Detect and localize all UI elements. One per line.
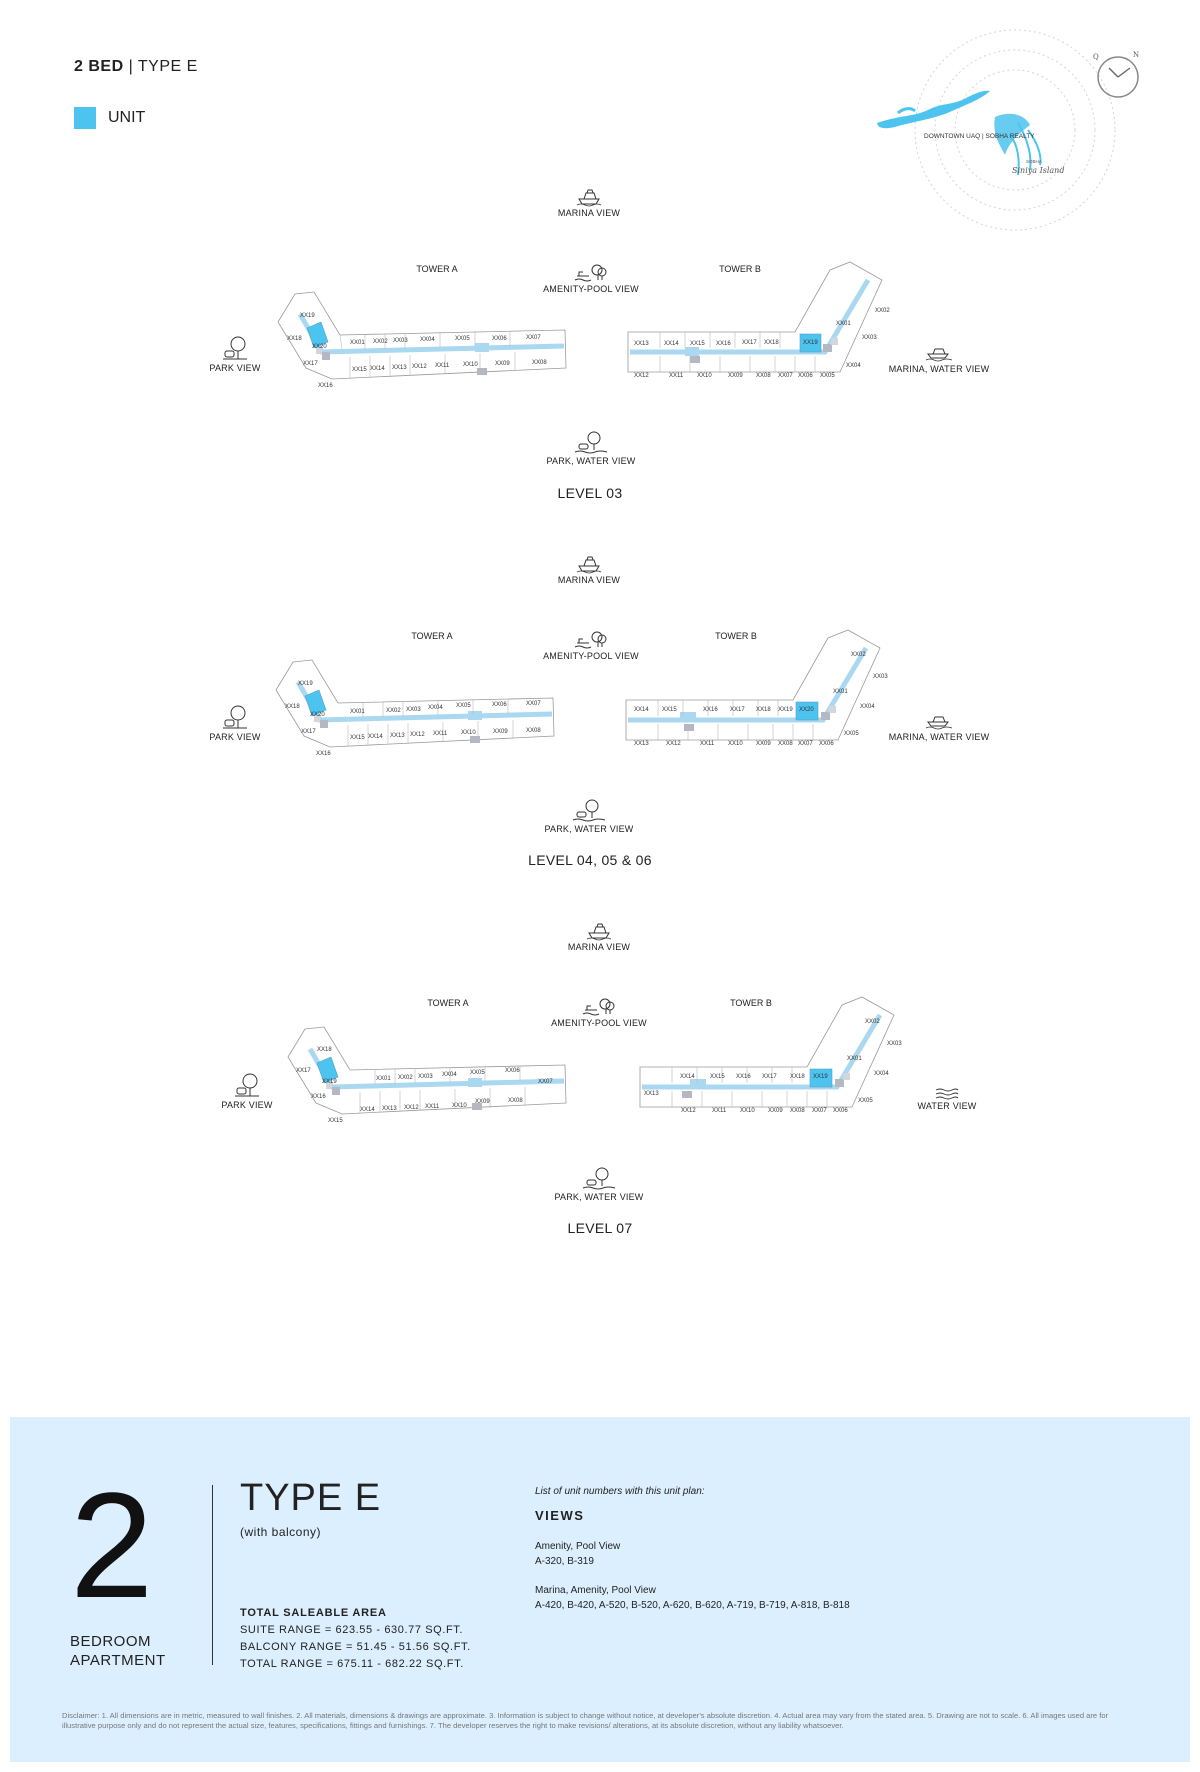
unit-label: XX06	[819, 741, 834, 747]
unit-label: XX18	[764, 340, 779, 346]
unit-label: XX07	[778, 373, 793, 379]
marina-view-text: MARINA VIEW	[557, 575, 621, 585]
bedroom-label-line2: APARTMENT	[70, 1652, 166, 1669]
unit-label: XX15	[710, 1074, 725, 1080]
unit-label: XX05	[820, 373, 835, 379]
unit-label: XX06	[798, 373, 813, 379]
unit-list-intro: List of unit numbers with this unit plan:	[535, 1486, 705, 1497]
compass-icon	[1095, 52, 1145, 102]
tower-b-label: TOWER B	[730, 998, 772, 1008]
tower-b-level-04-plan	[618, 628, 918, 758]
bedroom-label-line1: BEDROOM	[70, 1633, 152, 1650]
unit-label: XX15	[350, 735, 365, 741]
unit-label: XX18	[790, 1074, 805, 1080]
unit-label: XX18	[287, 336, 302, 342]
unit-label: XX02	[851, 652, 866, 658]
unit-label: XX06	[492, 702, 507, 708]
unit-label: XX09	[756, 741, 771, 747]
level-07-title: LEVEL 07	[567, 1220, 633, 1236]
legend	[74, 107, 145, 129]
unit-label: XX13	[634, 741, 649, 747]
tower-a-label: TOWER A	[411, 631, 453, 641]
compass	[1095, 52, 1145, 107]
unit-label: XX15	[690, 341, 705, 347]
unit-label: XX08	[508, 1098, 523, 1104]
unit-label: XX07	[538, 1079, 553, 1085]
park-water-view-text: PARK, WATER VIEW	[546, 456, 636, 466]
type-subtitle: (with balcony)	[240, 1525, 322, 1539]
unit-label: XX09	[493, 729, 508, 735]
pool-tree-icon	[574, 262, 608, 282]
unit-label: XX10	[697, 373, 712, 379]
level-03-title: LEVEL 03	[557, 485, 623, 501]
boat-icon	[586, 922, 612, 940]
unit-label: XX11	[433, 731, 448, 737]
unit-label: XX05	[456, 703, 471, 709]
water-icon	[935, 1087, 959, 1099]
park-water-view-text: PARK, WATER VIEW	[554, 1192, 644, 1202]
unit-label: XX19	[778, 707, 793, 713]
unit-label: XX12	[666, 741, 681, 747]
unit-label: XX03	[862, 335, 877, 341]
unit-label: XX04	[442, 1072, 457, 1078]
water-view-text: WATER VIEW	[917, 1101, 977, 1111]
unit-label: XX08	[778, 741, 793, 747]
unit-label: XX12	[410, 732, 425, 738]
tree-icon	[222, 704, 248, 730]
view-group-units: A-420, B-420, A-520, B-520, A-620, B-620, A-719, B-719, A-818, B-818	[535, 1600, 850, 1611]
unit-label: XX07	[812, 1108, 827, 1114]
boat-icon	[925, 344, 953, 362]
pool-tree-icon	[582, 996, 616, 1016]
view-group-label: Marina, Amenity, Pool View	[535, 1585, 656, 1596]
unit-label: XX10	[728, 741, 743, 747]
unit-label: XX11	[700, 741, 715, 747]
unit-label: XX08	[526, 728, 541, 734]
tower-a-label: TOWER A	[416, 264, 458, 274]
tree-icon	[222, 335, 248, 361]
unit-label: XX04	[428, 705, 443, 711]
balcony-range: BALCONY RANGE = 51.45 - 51.56 SQ.FT.	[240, 1641, 471, 1653]
unit-label: XX19	[300, 313, 315, 319]
marina-view-label	[519, 922, 679, 952]
unit-label: XX11	[435, 363, 450, 369]
unit-label: XX01	[376, 1076, 391, 1082]
unit-label: XX05	[470, 1070, 485, 1076]
marina-water-view-text: MARINA, WATER VIEW	[888, 732, 990, 742]
unit-label: XX13	[644, 1091, 659, 1097]
divider	[212, 1485, 213, 1665]
unit-label: XX03	[393, 338, 408, 344]
marina-view-label	[509, 555, 669, 585]
unit-label: XX17	[742, 340, 757, 346]
marina-view-text: MARINA VIEW	[557, 208, 621, 218]
unit-label: XX10	[452, 1103, 467, 1109]
marina-water-view-text: MARINA, WATER VIEW	[888, 364, 990, 374]
unit-label: XX19	[803, 340, 818, 346]
unit-label: XX18	[285, 704, 300, 710]
disclaimer: Disclaimer: 1. All dimensions are in metric, measured to wall finishes. 2. All materials, dimensions & drawings are approximate. 3. Information is subject to change without notice, at developer's absolute discretion. 4. Actual area may vary from the stated area. 5. Drawing are not to scale. 6. All images used are for illustrative purpose only and do not represent the actual size, features, specifications, fittings and furnishings. 7. The developer reserves the right to make revisions/ alterations, at its absolute discretion, without any liability whatsoever.	[62, 1711, 1109, 1730]
compass-q: Q	[1093, 53, 1099, 61]
unit-label: XX05	[455, 336, 470, 342]
unit-label: XX15	[328, 1118, 343, 1124]
map-caption: DOWNTOWN UAQ | SOBHA REALTY	[924, 133, 1035, 140]
unit-label: XX01	[350, 340, 365, 346]
unit-label: XX16	[703, 707, 718, 713]
tower-a-level-03-plan	[270, 290, 570, 410]
pool-tree-icon	[574, 629, 608, 649]
unit-label: XX12	[412, 364, 427, 370]
park-water-view-label	[511, 430, 671, 466]
unit-label: XX13	[392, 365, 407, 371]
unit-label: XX05	[858, 1098, 873, 1104]
unit-label: XX04	[874, 1071, 889, 1077]
unit-label: XX19	[322, 1079, 337, 1085]
unit-label: XX07	[526, 701, 541, 707]
park-view-text: PARK VIEW	[221, 1100, 273, 1110]
unit-label: XX02	[386, 708, 401, 714]
unit-label: XX12	[681, 1108, 696, 1114]
suite-range: SUITE RANGE = 623.55 - 630.77 SQ.FT.	[240, 1624, 464, 1636]
unit-label: XX06	[833, 1108, 848, 1114]
tower-a-label: TOWER A	[427, 998, 469, 1008]
unit-label: XX09	[768, 1108, 783, 1114]
unit-label: XX04	[420, 337, 435, 343]
unit-label: XX12	[634, 373, 649, 379]
unit-label: XX08	[532, 360, 547, 366]
unit-label: XX19	[813, 1074, 828, 1080]
type-label: TYPE E	[137, 58, 198, 75]
tower-b-level-07-plan	[632, 995, 932, 1125]
unit-label: XX18	[756, 707, 771, 713]
unit-label: XX16	[736, 1074, 751, 1080]
tower-b-label: TOWER B	[715, 631, 757, 641]
unit-label: XX14	[680, 1074, 695, 1080]
unit-label: XX13	[390, 733, 405, 739]
park-water-view-label	[509, 798, 669, 834]
unit-label: XX17	[301, 729, 316, 735]
bed-label: 2 BED	[74, 58, 124, 75]
view-group-units: A-320, B-319	[535, 1556, 594, 1567]
view-group-label: Amenity, Pool View	[535, 1541, 621, 1552]
unit-label: XX11	[669, 373, 684, 379]
unit-label: XX01	[847, 1056, 862, 1062]
unit-label: XX13	[382, 1106, 397, 1112]
unit-label: XX16	[716, 341, 731, 347]
park-view-text: PARK VIEW	[209, 363, 261, 373]
unit-label: XX16	[311, 1094, 326, 1100]
unit-label: XX02	[875, 308, 890, 314]
unit-label: XX15	[662, 707, 677, 713]
unit-label: XX02	[398, 1075, 413, 1081]
unit-label: XX05	[844, 731, 859, 737]
unit-label: XX09	[495, 361, 510, 367]
unit-label: XX08	[790, 1108, 805, 1114]
unit-label: XX11	[712, 1108, 727, 1114]
boat-icon	[576, 188, 602, 206]
map-brand-script: Siniya Island	[1012, 166, 1065, 175]
area-title: TOTAL SALEABLE AREA	[240, 1607, 387, 1619]
park-water-view-text: PARK, WATER VIEW	[544, 824, 634, 834]
map-brand-small: SOBHA	[1026, 159, 1042, 164]
unit-label: XX03	[887, 1041, 902, 1047]
unit-label: XX03	[873, 674, 888, 680]
unit-label: XX14	[664, 341, 679, 347]
tower-a-level-07-plan	[280, 1025, 580, 1145]
amenity-view-text: AMENITY-POOL VIEW	[543, 651, 639, 661]
amenity-view-text: AMENITY-POOL VIEW	[551, 1018, 647, 1028]
unit-label: XX04	[846, 363, 861, 369]
unit-label: XX04	[860, 704, 875, 710]
unit-label: XX17	[303, 361, 318, 367]
bedroom-label	[70, 1632, 166, 1670]
unit-label: XX01	[833, 689, 848, 695]
park-water-view-label	[519, 1166, 679, 1202]
header-separator: |	[128, 58, 134, 75]
unit-label: XX20	[310, 712, 325, 718]
bedroom-count: 2	[70, 1461, 154, 1629]
unit-label: XX14	[368, 734, 383, 740]
unit-label: XX08	[756, 373, 771, 379]
unit-label: XX09	[728, 373, 743, 379]
unit-label: XX02	[373, 339, 388, 345]
page-header	[74, 58, 198, 76]
tree-icon	[234, 1072, 260, 1098]
unit-label: XX07	[798, 741, 813, 747]
unit-label: XX06	[505, 1068, 520, 1074]
unit-label: XX20	[799, 707, 814, 713]
unit-label: XX12	[404, 1105, 419, 1111]
unit-label: XX20	[312, 344, 327, 350]
unit-label: XX03	[406, 707, 421, 713]
tree-water-icon	[572, 798, 606, 822]
unit-label: XX18	[317, 1047, 332, 1053]
marina-view-label	[509, 188, 669, 218]
unit-label: XX11	[425, 1104, 440, 1110]
unit-label: XX17	[296, 1068, 311, 1074]
boat-icon	[925, 712, 953, 730]
tower-b-label: TOWER B	[719, 264, 761, 274]
tree-water-icon	[582, 1166, 616, 1190]
unit-label: XX14	[370, 366, 385, 372]
unit-label: XX16	[316, 751, 331, 757]
unit-label: XX15	[352, 367, 367, 373]
unit-label: XX10	[463, 362, 478, 368]
level-04-title: LEVEL 04, 05 & 06	[528, 852, 652, 868]
park-view-text: PARK VIEW	[209, 732, 261, 742]
total-range: TOTAL RANGE = 675.11 - 682.22 SQ.FT.	[240, 1658, 464, 1670]
tower-a-level-04-plan	[268, 658, 568, 778]
unit-label: XX01	[836, 321, 851, 327]
unit-label: XX17	[762, 1074, 777, 1080]
legend-label: UNIT	[108, 109, 146, 126]
marina-view-text: MARINA VIEW	[567, 942, 631, 952]
unit-label: XX19	[298, 681, 313, 687]
tower-b-level-03-plan	[620, 260, 920, 390]
unit-label: XX03	[418, 1074, 433, 1080]
unit-label: XX02	[865, 1019, 880, 1025]
unit-label: XX10	[461, 730, 476, 736]
unit-label: XX10	[740, 1108, 755, 1114]
unit-label: XX09	[475, 1099, 490, 1105]
unit-label: XX14	[360, 1107, 375, 1113]
unit-label: XX16	[318, 383, 333, 389]
compass-n: N	[1133, 51, 1140, 59]
unit-label: XX06	[492, 336, 507, 342]
type-title: TYPE E	[240, 1477, 382, 1519]
boat-icon	[576, 555, 602, 573]
unit-label: XX17	[730, 707, 745, 713]
unit-swatch	[74, 107, 96, 129]
amenity-view-text: AMENITY-POOL VIEW	[543, 284, 639, 294]
tree-water-icon	[574, 430, 608, 454]
unit-label: XX01	[350, 709, 365, 715]
unit-label: XX13	[634, 341, 649, 347]
unit-label: XX07	[526, 335, 541, 341]
views-title: VIEWS	[535, 1508, 585, 1523]
unit-label: XX14	[634, 707, 649, 713]
